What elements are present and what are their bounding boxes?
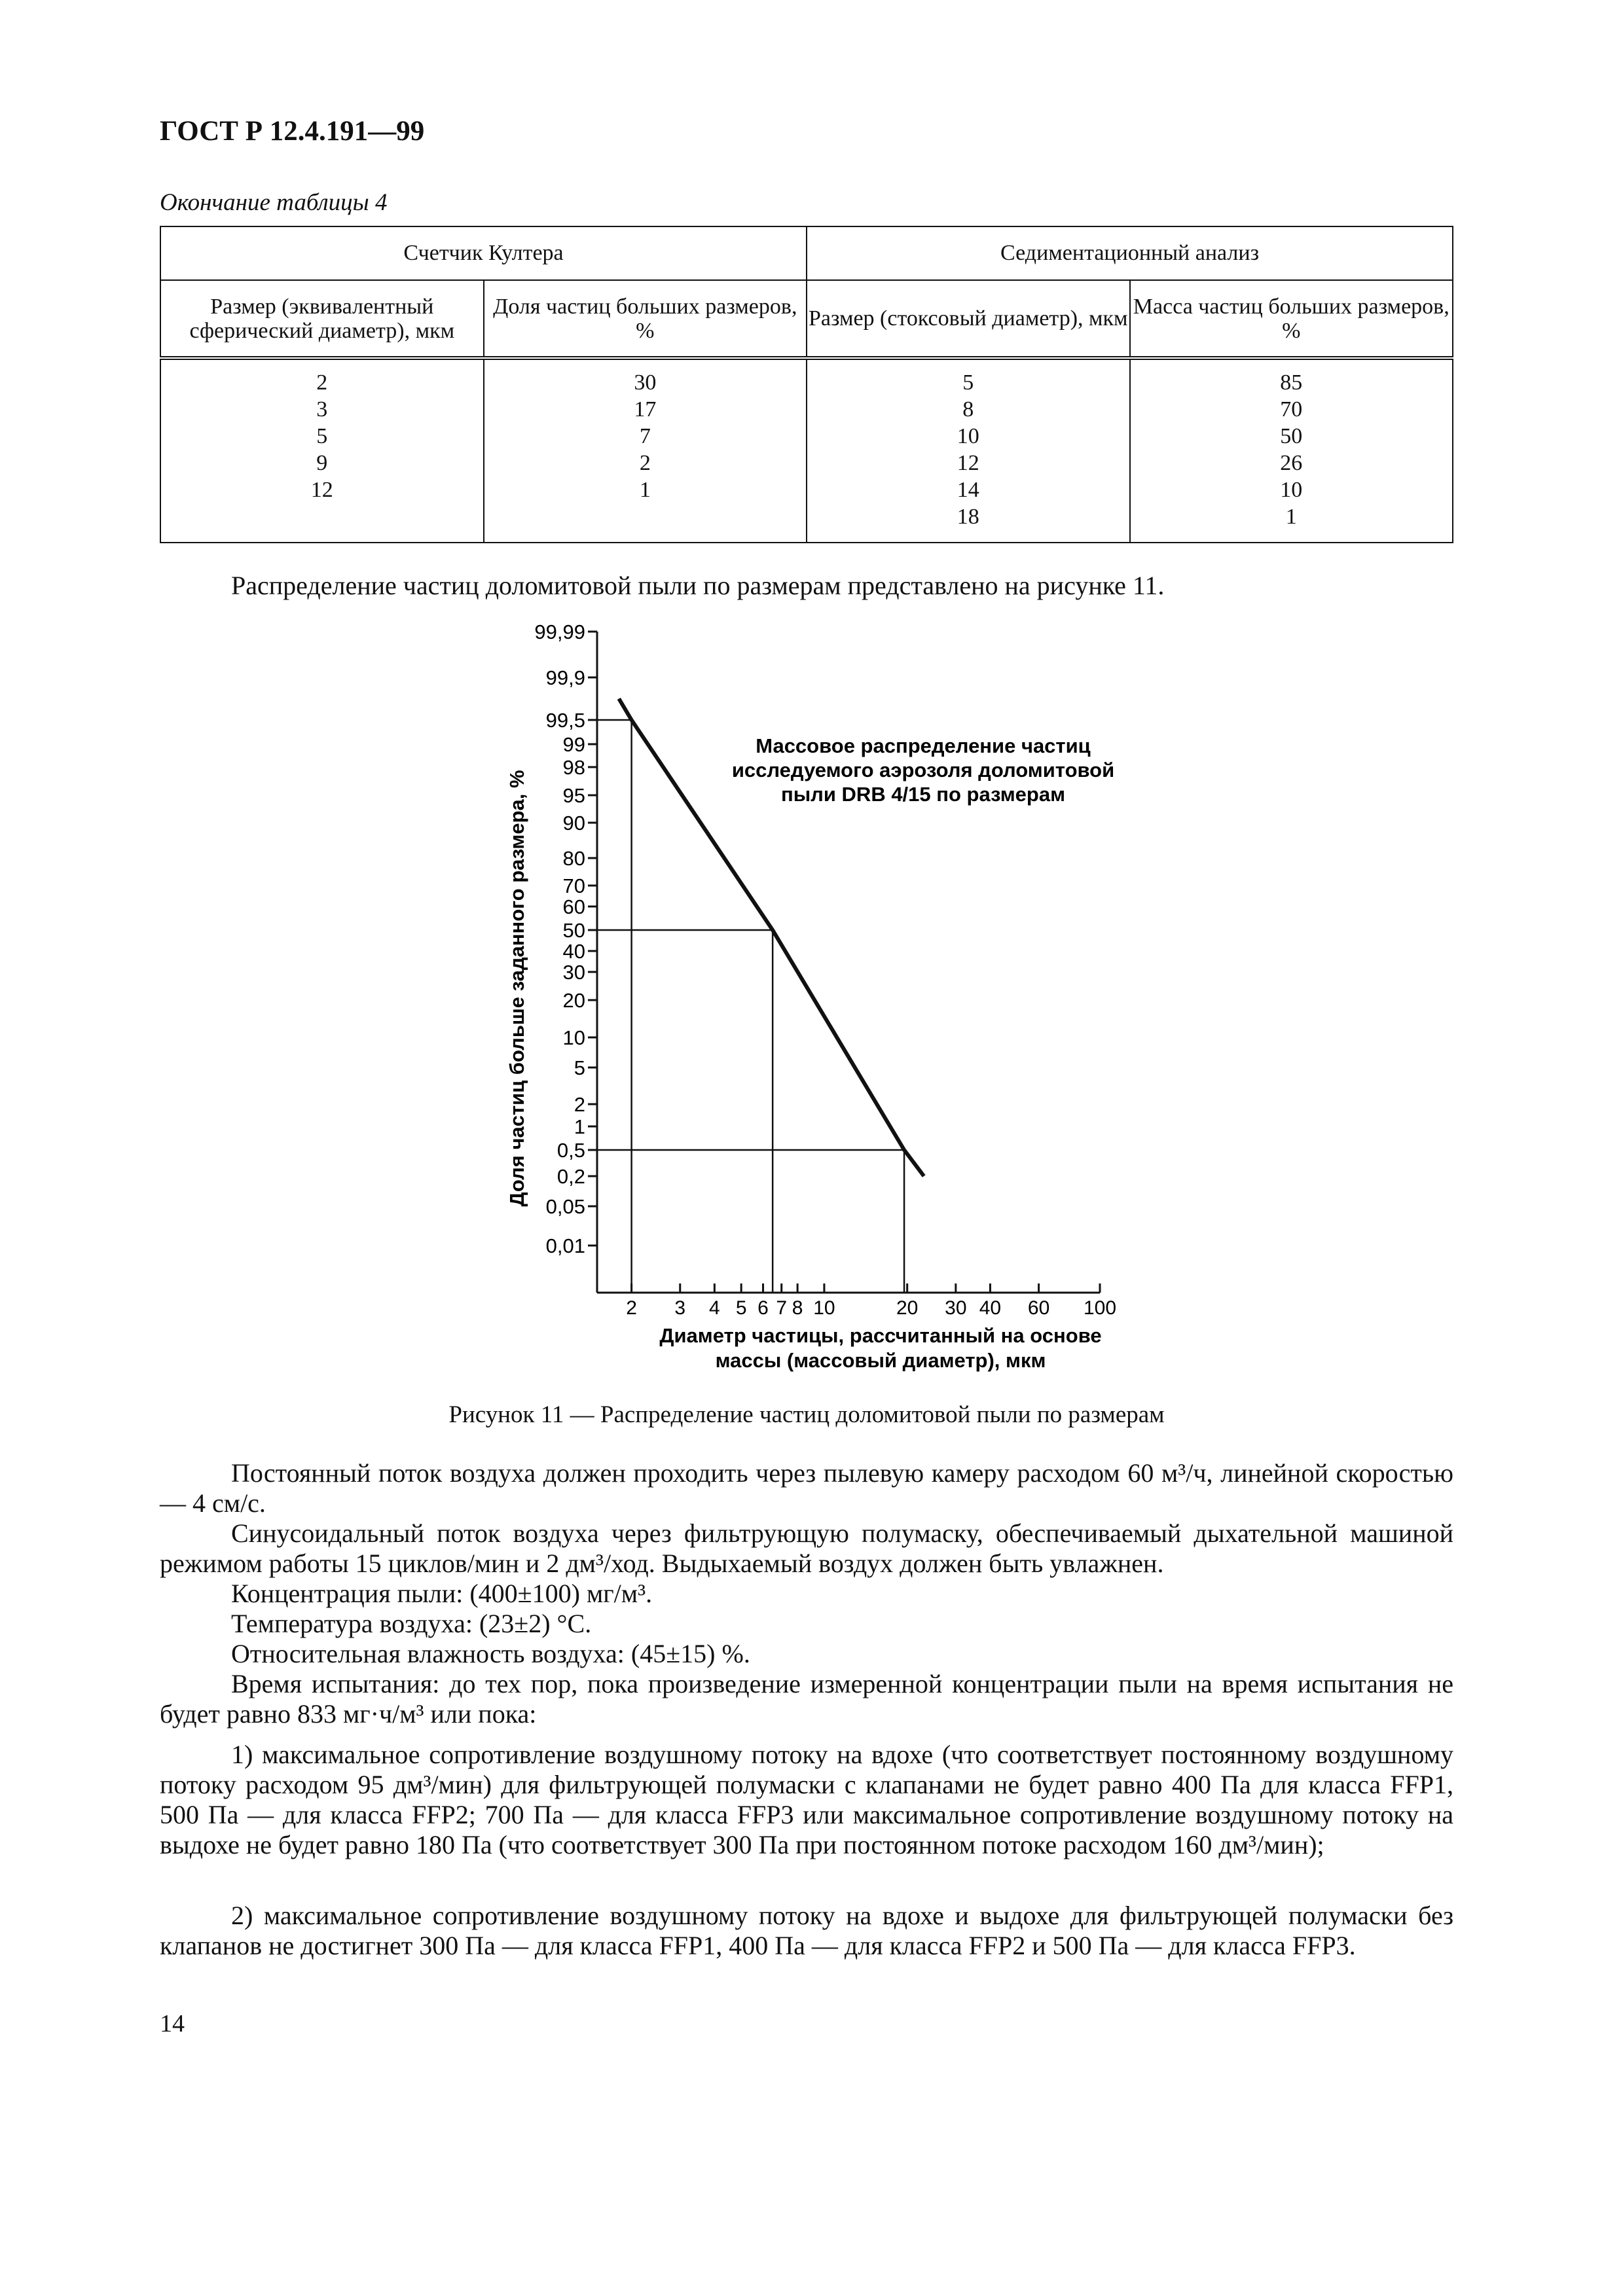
y-tick-label: 30 (562, 961, 585, 984)
x-tick-label: 10 (813, 1297, 835, 1319)
table-cell: 12 (310, 478, 333, 502)
group-header-coulter: Счетчик Култера (160, 226, 807, 280)
table-cell: 7 (639, 424, 651, 448)
paragraph-air-flow: Постоянный поток воздуха должен проходить через пылевую камеру расходом 60 м³/ч, линейной скоростью — 4 см/с. (160, 1458, 1453, 1518)
column-header: Доля частиц больших размеров, % (484, 280, 807, 358)
paragraph-humidity: Относительная влажность воздуха: (45±15) %. (231, 1639, 750, 1668)
table-cell: 1 (639, 478, 651, 502)
y-tick-label: 0,5 (556, 1139, 585, 1162)
table-cell: 70 (1280, 397, 1303, 422)
x-tick-label: 3 (674, 1297, 686, 1319)
y-tick-label: 0,01 (545, 1234, 585, 1257)
column-header: Размер (стоксовый диаметр), мкм (807, 280, 1129, 358)
x-tick-label: 5 (735, 1297, 747, 1319)
y-tick-label: 40 (562, 940, 585, 963)
x-tick-label: 4 (709, 1297, 720, 1319)
group-header-sedimentation: Седиментационный анализ (807, 226, 1453, 280)
particle-distribution-chart (498, 605, 1152, 1391)
table-column-values (1130, 358, 1453, 543)
chart-annotation: Массовое распределение частиц исследуемого аэрозоля доломитовой пыли DRB 4/15 по размерам (731, 734, 1115, 806)
x-axis-label: Диаметр частицы, рассчитанный на основе массы (массовый диаметр), мкм (659, 1324, 1102, 1372)
figure-caption: Рисунок 11 — Распределение частиц доломитовой пыли по размерам (448, 1401, 1165, 1428)
y-tick-label: 70 (562, 874, 585, 897)
table-cell: 8 (962, 397, 974, 422)
table-cell: 2 (639, 451, 651, 475)
table-cell: 30 (634, 370, 657, 395)
y-tick-label: 90 (562, 812, 585, 834)
y-tick-label: 99,5 (545, 709, 585, 732)
y-tick-label: 0,05 (545, 1195, 585, 1218)
table-cell: 3 (316, 397, 328, 422)
y-tick-label: 5 (574, 1056, 585, 1079)
paragraph-temperature: Температура воздуха: (23±2) °С. (231, 1609, 592, 1638)
y-tick-label: 50 (562, 919, 585, 942)
paragraph-sinusoidal-flow: Синусоидальный поток воздуха через фильтрующую полумаску, обеспечиваемый дыхательной машиной режимом работы 15 циклов/мин и 2 дм³/ход. Выдыхаемый воздух должен быть увлажнен. (160, 1518, 1453, 1578)
y-tick-label: 0,2 (556, 1165, 585, 1188)
y-tick-label: 1 (574, 1115, 585, 1138)
x-tick-label: 40 (979, 1297, 1002, 1319)
table-cell: 26 (1280, 451, 1303, 475)
paragraph-condition-1: 1) максимальное сопротивление воздушному потоку на вдохе (что соответствует постоянному воздушному потоку расходом 95 дм³/мин) для фильтрующей полумаски с клапанами не будет равно 400 Па для класса FFP1, 500 Па — для класса FFP2; 700 Па — для класса FFP3 или максимальное сопротивление воздушному потоку на выдохе не будет равно 180 Па (что соответствует 300 Па при постоянном потоке расходом 160 дм³/мин); (160, 1740, 1453, 1859)
table-cell: 5 (316, 424, 328, 448)
y-axis-label: Доля частиц больше заданного размера, % (505, 770, 528, 1207)
table-cell: 9 (316, 451, 328, 475)
table-cell: 10 (1280, 478, 1303, 502)
table-cell: 17 (634, 397, 657, 422)
paragraph-test-time: Время испытания: до тех пор, пока произведение измеренной концентрации пыли на время испытания не будет равно 833 мг·ч/м³ или пока: (160, 1669, 1453, 1729)
x-tick-label: 30 (945, 1297, 967, 1319)
table-cell: 5 (962, 370, 974, 395)
data-table (160, 226, 1453, 543)
x-tick-label: 8 (792, 1297, 803, 1319)
x-tick-label: 6 (757, 1297, 769, 1319)
y-tick-label: 20 (562, 989, 585, 1012)
table-cell: 85 (1280, 370, 1303, 395)
table-cell: 10 (957, 424, 979, 448)
x-tick-label: 20 (896, 1297, 919, 1319)
table-cell: 12 (957, 451, 979, 475)
table-cell: 2 (316, 370, 328, 395)
column-header: Размер (эквивалентный сферический диаметр), мкм (160, 280, 484, 358)
y-tick-label: 99,99 (534, 620, 585, 643)
y-tick-label: 10 (562, 1026, 585, 1049)
table-cell: 14 (957, 478, 979, 502)
y-tick-label: 99,9 (545, 666, 585, 689)
column-header: Масса частиц больших размеров, % (1130, 280, 1453, 358)
table-column-values (160, 358, 484, 543)
paragraph-dust-concentration: Концентрация пыли: (400±100) мг/м³. (231, 1579, 653, 1608)
y-tick-label: 80 (562, 847, 585, 870)
x-tick-label: 100 (1083, 1297, 1117, 1319)
y-tick-label: 95 (562, 784, 585, 807)
intro-paragraph: Распределение частиц доломитовой пыли по размерам представлено на рисунке 11. (231, 571, 1165, 600)
x-tick-label: 60 (1027, 1297, 1050, 1319)
document-code: ГОСТ Р 12.4.191—99 (160, 116, 425, 147)
x-tick-label: 2 (626, 1297, 637, 1319)
paragraph-condition-2: 2) максимальное сопротивление воздушному потоку на вдохе и выдохе для фильтрующей полумаски без клапанов не достигнет 300 Па — для класса FFP1, 400 Па — для класса FFP2 и 500 Па — для класса FFP3. (160, 1901, 1453, 1960)
table-column-values (484, 358, 807, 543)
y-tick-label: 2 (574, 1093, 585, 1116)
y-tick-label: 99 (562, 733, 585, 756)
table-cell: 50 (1280, 424, 1303, 448)
table-caption: Окончание таблицы 4 (160, 189, 388, 216)
table-column-values (807, 358, 1129, 543)
x-tick-label: 7 (776, 1297, 788, 1319)
table-cell: 1 (1285, 505, 1297, 529)
y-tick-label: 98 (562, 756, 585, 779)
page-number: 14 (160, 2010, 185, 2037)
y-tick-label: 60 (562, 895, 585, 918)
table-cell: 18 (957, 505, 979, 529)
